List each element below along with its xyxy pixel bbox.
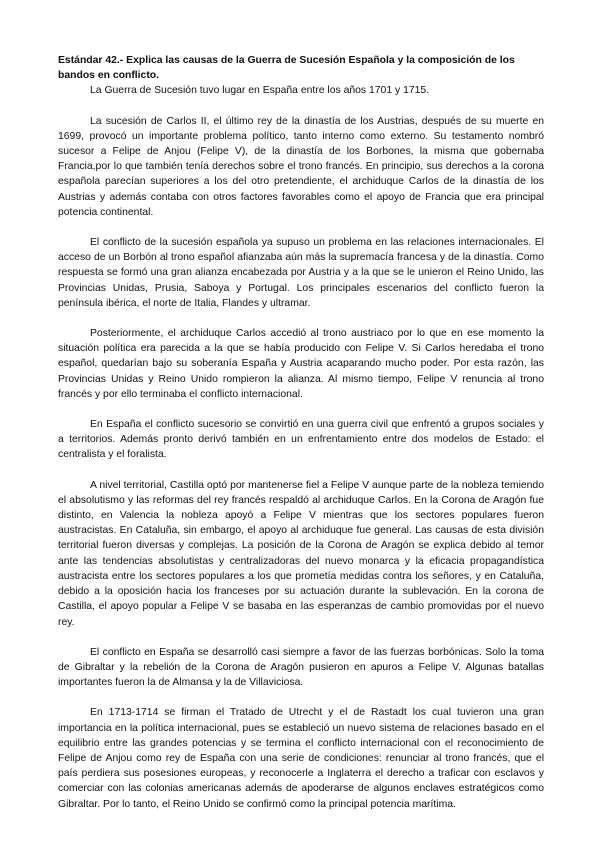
paragraph-international-conflict: El conflicto de la sucesión española ya supuso un problema en las relaciones internacionales. El acceso de un Borbón al trono español afianzaba aún más la supremacía francesa y de la dinastía. Como respuesta se formó una gran alianza encabezada por Austria y a la que se le unieron el Reino Unido, las Provincias Unidas, Prusia, Saboya y Portugal. Los principales escenarios del conflicto fueron la península ibérica, el norte de Italia, Flandes y ultramar.: [58, 237, 544, 309]
paragraph-succession: La sucesión de Carlos II, el último rey de la dinastía de los Austrias, después de su muerte en 1699, provocó un importante problema político, tanto interno como externo. Su testamento nombró sucesor a Felipe de Anjou (Felipe V), de la dinastía de los Borbones, la misma que gobernaba Francia,por lo que también tenía derechos sobre el trono francés. En principio, sus derechos a la corona española parecían superiores a los del otro pretendiente, el archiduque Carlos de la dinastía de los Austrias y además contaba con otros factores favorables como el apoyo de Francia que era principal potencia continental.: [58, 115, 544, 218]
document-page: [58, 53, 544, 827]
paragraph-civil-war: En España el conflicto sucesorio se convirtió en una guerra civil que enfrentó a grupos sociales y a territorios. Además pronto derivó también en un enfrentamiento entre dos modelos de Estado: el centralista y el foralista.: [58, 419, 544, 461]
document-title: Estándar 42.- Explica las causas de la Guerra de Sucesión Española y la composición de los bandos en conflicto.: [58, 55, 515, 82]
paragraph-treaties: En 1713-1714 se firman el Tratado de Utrecht y el de Rastadt los cual tuvieron una gran importancia en la política internacional, pues se estableció un nuevo sistema de relaciones basado en el equilibrio entre las grandes potencias y se termina el conflicto internacional con el reconocimiento de Felipe de Anjou como rey de España con una serie de condiciones: renunciar al trono francés, que el país perdiera sus posesiones europeas, y reconocerle a Inglaterra el derecho a traficar con esclavos y comerciar con las colonias americanas además de apoderarse de algunos enclaves estratégicos como Gibraltar. Por lo tanto, el Reino Unido se confirmó como la principal potencia marítima.: [58, 707, 544, 810]
paragraph-territorial: A nivel territorial, Castilla optó por mantenerse fiel a Felipe V aunque parte de la nobleza temiendo el absolutismo y las reformas del rey francés respaldó al archiduque Carlos. En la Corona de Aragón fue distinto, en Valencia la nobleza apoyó a Felipe V mientras que los sectores populares fueron austracistas. En Cataluña, sin embargo, el apoyo al archiduque fue general. Las causas de esta división territorial fueron diversas y complejas. La posición de la Corona de Aragón se explica debido al temor ante las tendencias absolutistas y centralizadoras del nuevo monarca y la eficacia propagandística austracista entre los sectores populares a los que prometía medidas contra los señores, y en Cataluña, debido a la oposición hacia los franceses por su actuación durante la sublevación. En la corona de Castilla, el apoyo popular a Felipe V se basaba en las esperanzas de cambio promovidas por el nuevo rey.: [58, 479, 544, 628]
paragraph-war-development: El conflicto en España se desarrolló casi siempre a favor de las fuerzas borbónicas. Solo la toma de Gibraltar y la rebelión de la Corona de Aragón pusieron en apuros a Felipe V. Algunas batallas importantes fueron la de Almansa y la de Villaviciosa.: [58, 646, 544, 689]
intro-paragraph: La Guerra de Sucesión tuvo lugar en España entre los años 1701 y 1715.: [90, 85, 430, 97]
paragraph-archduke-austria: Posteriormente, el archiduque Carlos accedió al trono austriaco por lo que en ese momento la situación política era parecida a la que se había producido con Felipe V. Si Carlos heredaba el trono español, quedarían bajo su soberanía España y Austria acaparando mucho poder. Por esta razón, las Provincias Unidas y Reino Unido rompieron la alianza. Al mismo tiempo, Felipe V renuncia al trono francés y por ello terminaba el conflicto internacional.: [58, 328, 544, 400]
